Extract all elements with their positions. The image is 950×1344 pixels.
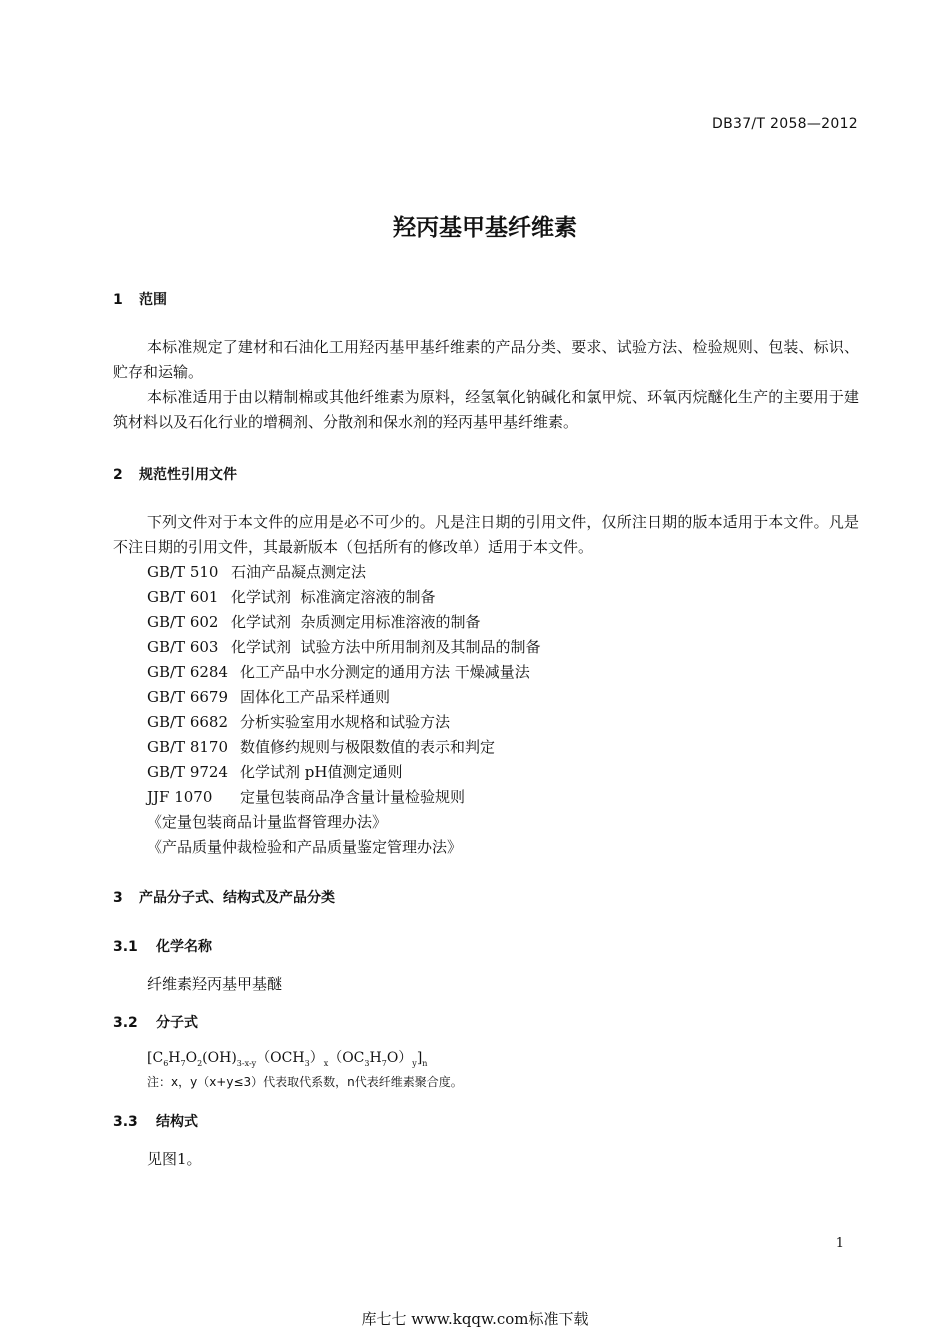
reference-code: GB/T 601 [147,588,219,606]
reference-code: GB/T 602 [147,613,219,631]
reference-item [147,710,450,735]
reference-item [147,635,541,660]
section-title: 产品分子式、结构式及产品分类 [139,890,335,906]
reference-item [147,560,366,585]
reference-item [147,685,390,710]
reference-item [147,610,481,635]
section-title: 分子式 [156,1015,198,1031]
reference-code: GB/T 603 [147,638,219,656]
reference-item [147,585,436,610]
structure-reference: 见图1。 [147,1150,202,1168]
reference-title: 数值修约规则与极限数值的表示和判定 [240,738,496,756]
chemical-name: 纤维素羟丙基甲基醚 [147,975,283,993]
section-1-paragraph-1: 本标准规定了建材和石油化工用羟丙基甲基纤维素的产品分类、要求、试验方法、检验规则、包装、标识、贮存和运输。 [113,338,859,381]
formula-note: 注：x，y（x+y≤3）代表取代系数，n代表纤维素聚合度。 [147,1075,463,1089]
section-2-paragraph: 下列文件对于本文件的应用是必不可少的。凡是注日期的引用文件，仅所注日期的版本适用于本文件。凡是不注日期的引用文件，其最新版本（包括所有的修改单）适用于本文件。 [113,513,859,556]
reference-code: JJF 1070 [147,788,213,806]
reference-item [147,660,530,685]
section-2-heading [113,464,237,484]
reference-title: 定量包装商品净含量计量检验规则 [240,788,466,806]
reference-title: 石油产品凝点测定法 [231,563,367,581]
reference-regulation: 《定量包装商品计量监督管理办法》 [147,813,388,831]
section-number: 3.1 [113,939,138,955]
reference-item [147,735,495,760]
section-title: 规范性引用文件 [139,467,237,483]
reference-code: GB/T 8170 [147,738,229,756]
reference-title: 化学试剂 标准滴定溶液的制备 [231,588,436,606]
section-title: 范围 [139,292,167,308]
section-number: 3.2 [113,1015,138,1031]
reference-title: 化学试剂 杂质测定用标准溶液的制备 [231,613,481,631]
reference-item [147,785,465,810]
standard-number: DB37/T 2058—2012 [712,116,858,132]
section-number: 3 [113,890,123,906]
page-number: 1 [835,1236,844,1251]
reference-title: 化工产品中水分测定的通用方法 干燥减量法 [240,663,530,681]
section-title: 结构式 [156,1114,198,1130]
section-1-heading [113,289,167,309]
section-3-1-heading [113,936,212,956]
section-number: 3.3 [113,1114,138,1130]
reference-code: GB/T 510 [147,563,219,581]
reference-title: 分析实验室用水规格和试验方法 [240,713,451,731]
section-1-paragraph-2: 本标准适用于由以精制棉或其他纤维素为原料，经氢氧化钠碱化和氯甲烷、环氧丙烷醚化生产的主要用于建筑材料以及石化行业的增稠剂、分散剂和保水剂的羟丙基甲基纤维素。 [113,388,859,431]
section-title: 化学名称 [156,939,212,955]
section-number: 1 [113,292,123,308]
reference-code: GB/T 6682 [147,713,229,731]
molecular-formula: $[C_6H_7O_2(OH)_{3-x-y}(OCH_3)_x(OC_3H_7O)_y]_n$ [147,1050,428,1068]
reference-code: GB/T 6679 [147,688,229,706]
reference-code: GB/T 6284 [147,663,229,681]
reference-title: 化学试剂 试验方法中所用制剂及其制品的制备 [231,638,541,656]
reference-title: 化学试剂 pH值测定通则 [240,763,403,781]
section-3-2-heading [113,1012,198,1032]
reference-item [147,760,402,785]
document-title: 羟丙基甲基纤维素 [393,215,577,241]
section-number: 2 [113,467,123,483]
section-3-3-heading [113,1111,198,1131]
section-3-heading [113,887,335,907]
reference-title: 固体化工产品采样通则 [240,688,391,706]
reference-code: GB/T 9724 [147,763,229,781]
reference-regulation: 《产品质量仲裁检验和产品质量鉴定管理办法》 [147,838,463,856]
footer-watermark: 库七七 www.kqqw.com标准下载 [361,1310,589,1328]
